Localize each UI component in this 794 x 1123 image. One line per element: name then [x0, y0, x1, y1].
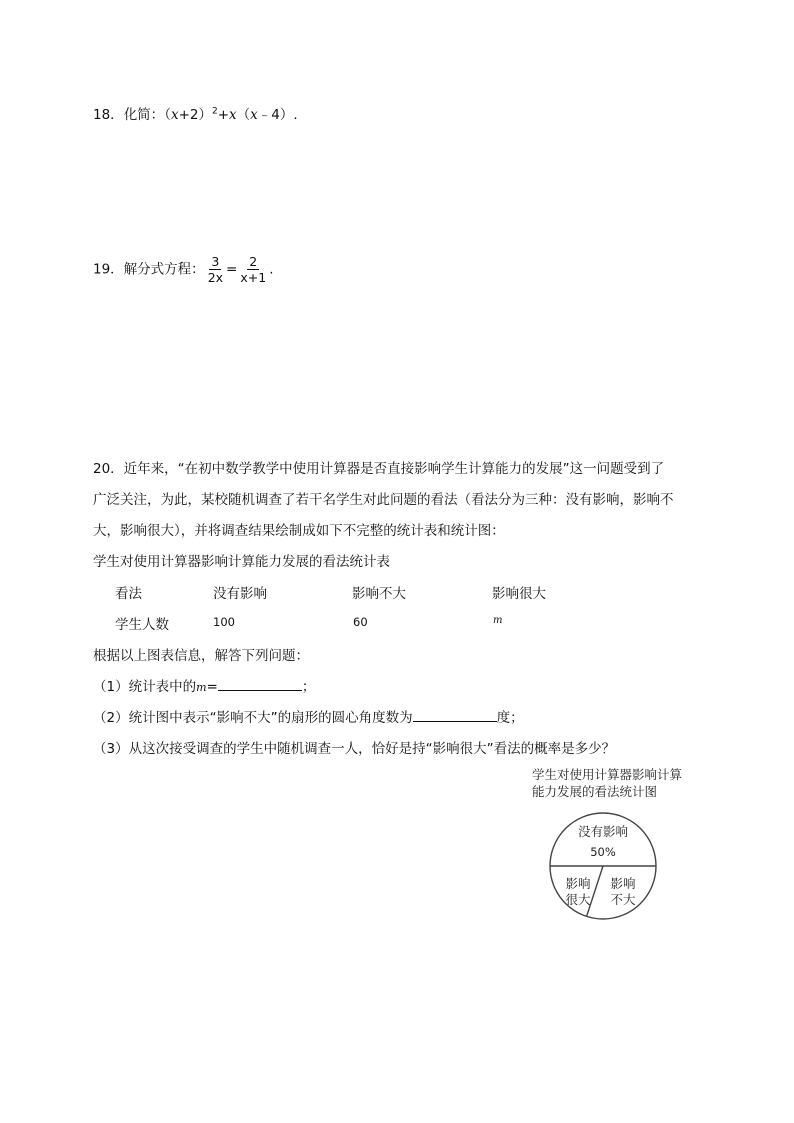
q18-expr-part5: ﹣4）. [257, 107, 298, 123]
q18-var-x1: x [170, 107, 179, 123]
q18-expr-part2: +2） [178, 107, 212, 123]
sub1-var: m [196, 681, 207, 694]
table-header-cell: 影响不大 [352, 586, 406, 602]
q19-equals: = [226, 261, 238, 278]
table-header-cell: 看法 [115, 586, 142, 602]
sub1-prefix: （1）统计表中的 [93, 679, 197, 695]
q18-expr-part4: （ [236, 107, 251, 123]
q19-lhs-fraction [206, 254, 225, 285]
sub2-suffix: 度； [496, 710, 524, 726]
pie-chart [540, 805, 670, 930]
q19-rhs-numerator: 2 [249, 254, 258, 269]
q19-rhs-denominator: x+1 [240, 270, 267, 285]
q19-lhs-numerator: 3 [211, 254, 220, 269]
answer-blank-2[interactable] [413, 709, 497, 722]
q20-line-2: 广泛关注，为此，某校随机调查了若干名学生对此问题的看法（看法分为三种：没有影响，影响不 [93, 492, 674, 508]
pie-label-little-effect-line1: 影响 [610, 876, 636, 891]
q19-rhs-fraction [238, 254, 268, 285]
q20-prompt: 根据以上图表信息，解答下列问题： [93, 648, 309, 664]
question-19 [93, 254, 273, 285]
q20-sub3: （3）从这次接受调查的学生中随机调查一人，恰好是持“影响很大”看法的概率是多少？ [93, 741, 616, 757]
chart-title-line-1: 学生对使用计算器影响计算 [532, 767, 683, 782]
q18-expr-part3: + [217, 107, 230, 123]
q20-sub1 [93, 675, 315, 695]
q20-line-3: 大，影响很大），并将调查结果绘制成如下不完整的统计表和统计图： [93, 523, 505, 539]
pie-label-little-effect-line2: 不大 [610, 892, 636, 907]
q18-label: 化简： [123, 107, 165, 123]
q18-exponent: 2 [211, 106, 218, 117]
q18-var-x2: x [229, 107, 237, 123]
sub1-suffix: ； [301, 679, 316, 695]
q20-sub2 [93, 706, 524, 726]
table-cell-no-effect: 100 [213, 615, 235, 629]
table-row-label: 学生人数 [115, 617, 169, 633]
pie-label-big-effect-line1: 影响 [565, 876, 591, 891]
chart-title-line-2: 能力发展的看法统计图 [532, 784, 658, 799]
q19-lhs-denominator: 2x [207, 270, 224, 285]
q18-number: 18． [93, 107, 124, 123]
q18-expr-part1: （ [164, 107, 171, 123]
pie-percent-no-effect: 50% [590, 845, 616, 859]
question-18 [93, 103, 298, 123]
chart-title [532, 766, 682, 800]
q19-end: . [269, 261, 274, 278]
pie-label-big-effect-line2: 很大 [565, 892, 591, 907]
table-cell-big-effect: m [493, 615, 503, 626]
pie-label-no-effect: 没有影响 [577, 824, 629, 839]
q18-var-x3: x [250, 107, 258, 123]
q19-number: 19． [93, 261, 124, 278]
q20-line-1: 20．近年来，“在初中数学教学中使用计算器是否直接影响学生计算能力的发展”这一问题受到了 [93, 461, 665, 477]
table-cell-little-effect: 60 [353, 615, 368, 629]
sub2-prefix: （2）统计图中表示“影响不大”的扇形的圆心角度数为 [93, 710, 413, 726]
table-title: 学生对使用计算器影响计算能力发展的看法统计表 [93, 554, 390, 570]
q19-label: 解分式方程： [123, 261, 205, 278]
sub1-eq: = [206, 679, 218, 695]
table-header-cell: 影响很大 [492, 586, 546, 602]
answer-blank-1[interactable] [218, 678, 302, 691]
table-header-cell: 没有影响 [213, 586, 267, 602]
